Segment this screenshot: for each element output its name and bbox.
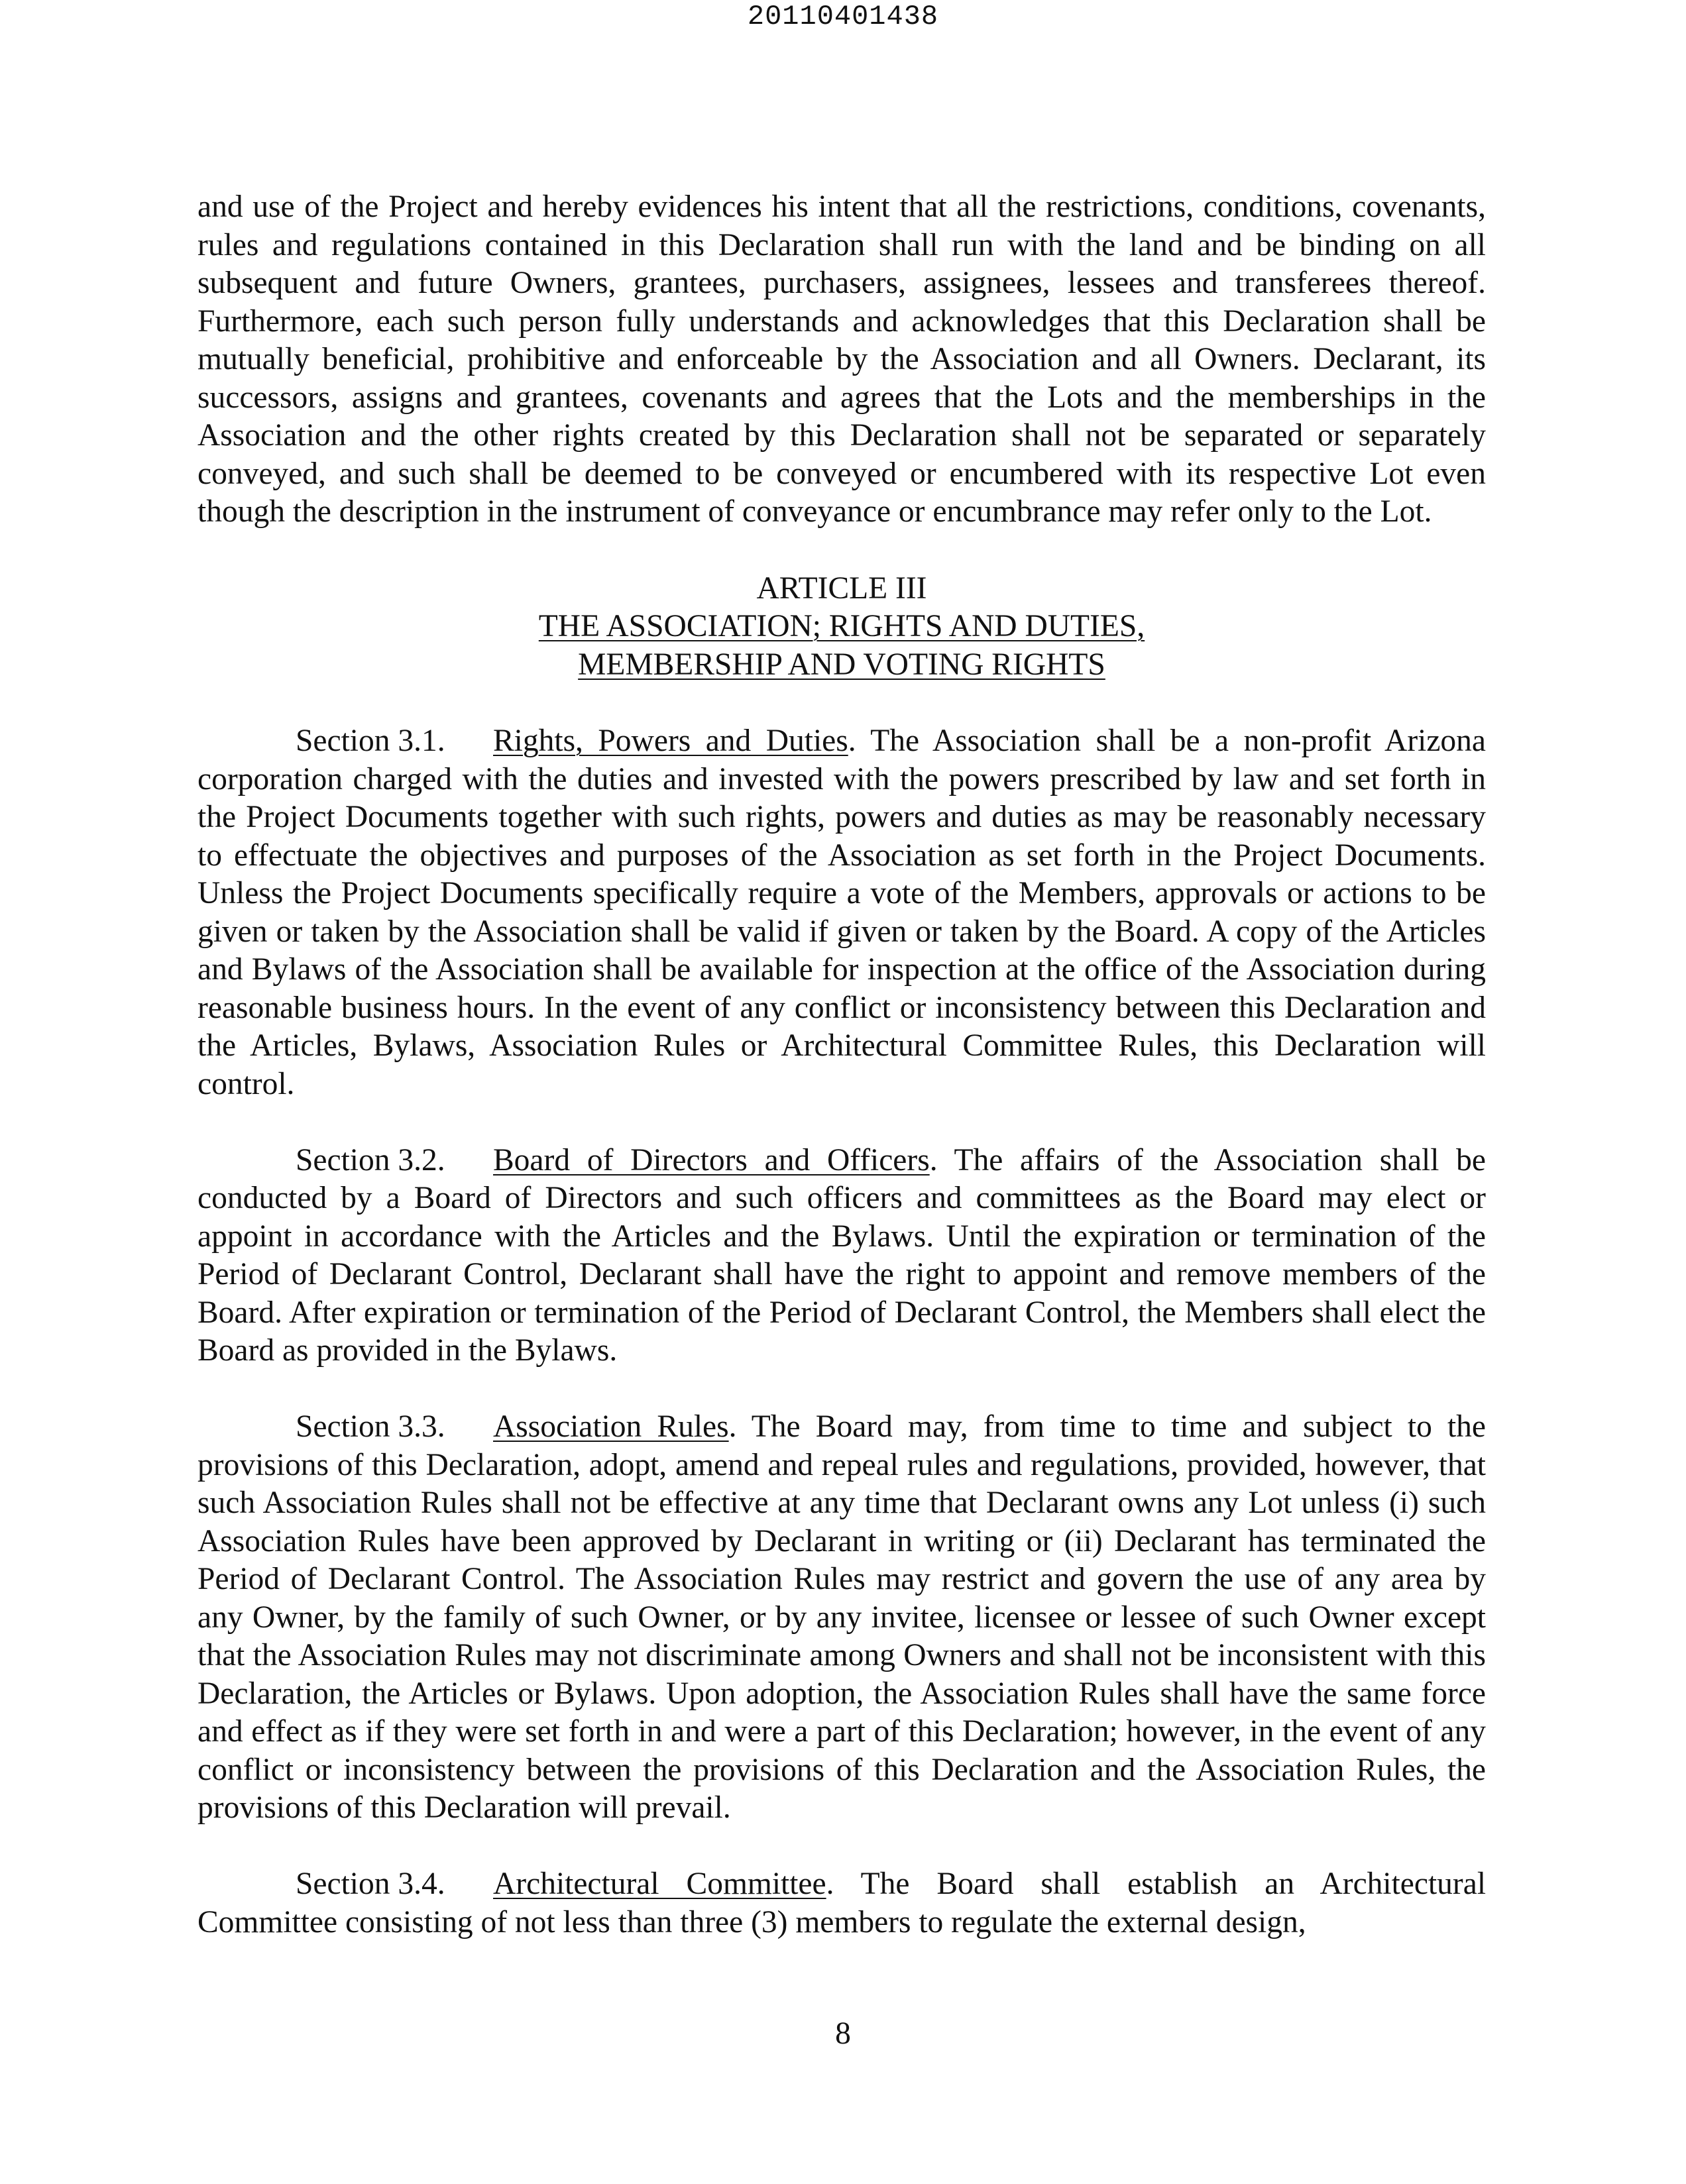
page-number: 8 [835,2016,851,2051]
section-3-3 [197,1408,1486,1828]
section-label: Section 3.4. [296,1867,445,1901]
section-heading: Board of Directors and Officers [493,1142,930,1177]
section-label: Section 3.1. [296,724,445,758]
section-label: Section 3.3. [296,1409,445,1444]
section-body: . The affairs of the Association shall be conducted by a Board of Directors and such officers and committees as the Board may elect or appoint in accordance with the Articles and the Bylaws. Until the expiration or termination of the Period of Declarant Control, Declarant shall have the right to appoint and remove members of the Board. After expiration or termination of the Period of Declarant Control, the Members shall elect the Board as provided in the Bylaws. [197,1142,1486,1368]
section-3-1 [197,722,1486,1103]
section-body: . The Board may, from time to time and subject to the provisions of this Declaration, adopt, amend and repeal rules and regulations, provided, however, that such Association Rules shall not be effective at any time that Declarant owns any Lot unless (i) such Association Rules have been approved by Declarant in writing or (ii) Declarant has terminated the Period of Declarant Control. The Association Rules may restrict and govern the use of any area by any Owner, by the family of such Owner, or by any invitee, licensee or lessee of such Owner except that the Association Rules may not discriminate among Owners and shall not be inconsistent with this Declaration, the Articles or Bylaws. Upon adoption, the Association Rules shall have the same force and effect as if they were set forth in and were a part of this Declaration; however, in the event of any conflict or inconsistency between the provisions of this Declaration and the Association Rules, the provisions of this Declaration will prevail. [197,1409,1486,1825]
section-heading: Association Rules [493,1409,729,1444]
article-number: ARTICLE III [756,571,927,606]
article-heading [197,570,1486,684]
section-label: Section 3.2. [296,1142,445,1177]
section-heading: Rights, Powers and Duties [493,724,848,758]
section-body: . The Association shall be a non-profit Arizona corporation charged with the duties and invested with the powers prescribed by law and set forth in the Project Documents together with such rights, powers and duties as may be reasonably necessary to effectuate the objectives and purposes of the Association as set forth in the Project Documents. Unless the Project Documents specifically require a vote of the Members, approvals or actions to be given or taken by the Association shall be valid if given or taken by the Board. A copy of the Articles and Bylaws of the Association shall be available for inspection at the office of the Association during reasonable business hours. In the event of any conflict or inconsistency between this Declaration and the Articles, Bylaws, Association Rules or Architectural Committee Rules, this Declaration will control. [197,724,1487,1101]
article-title-line-2-text: MEMBERSHIP AND VOTING RIGHTS [578,647,1105,682]
section-heading: Architectural Committee [493,1867,826,1901]
section-3-2 [197,1142,1486,1370]
article-title-line-1-text: THE ASSOCIATION; RIGHTS AND DUTIES, [538,609,1145,643]
page-body [197,188,1486,1980]
article-title-line-1 [197,608,1486,646]
article-title-line-2 [197,646,1486,684]
section-body: . The Board shall establish an Architectural Committee consisting of not less than three (3) members to regulate the external design, [197,1867,1487,1939]
intro-paragraph: and use of the Project and hereby evidences his intent that all the restrictions, conditions, covenants, rules and regulations contained in this Declaration shall run with the land and be binding on all subsequent and future Owners, grantees, purchasers, assignees, lessees and transferees thereof. Furthermore, each such person fully understands and acknowledges that this Declaration shall be mutually beneficial, prohibitive and enforceable by the Association and all Owners. Declarant, its successors, assigns and grantees, covenants and agrees that the Lots and the memberships in the Association and the other rights created by this Declaration shall not be separated or separately conveyed, and such shall be deemed to be conveyed or encumbered with its respective Lot even though the description in the instrument of conveyance or encumbrance may refer only to the Lot. [197,190,1486,529]
document-number: 20110401438 [747,1,939,32]
section-3-4 [197,1865,1486,1941]
